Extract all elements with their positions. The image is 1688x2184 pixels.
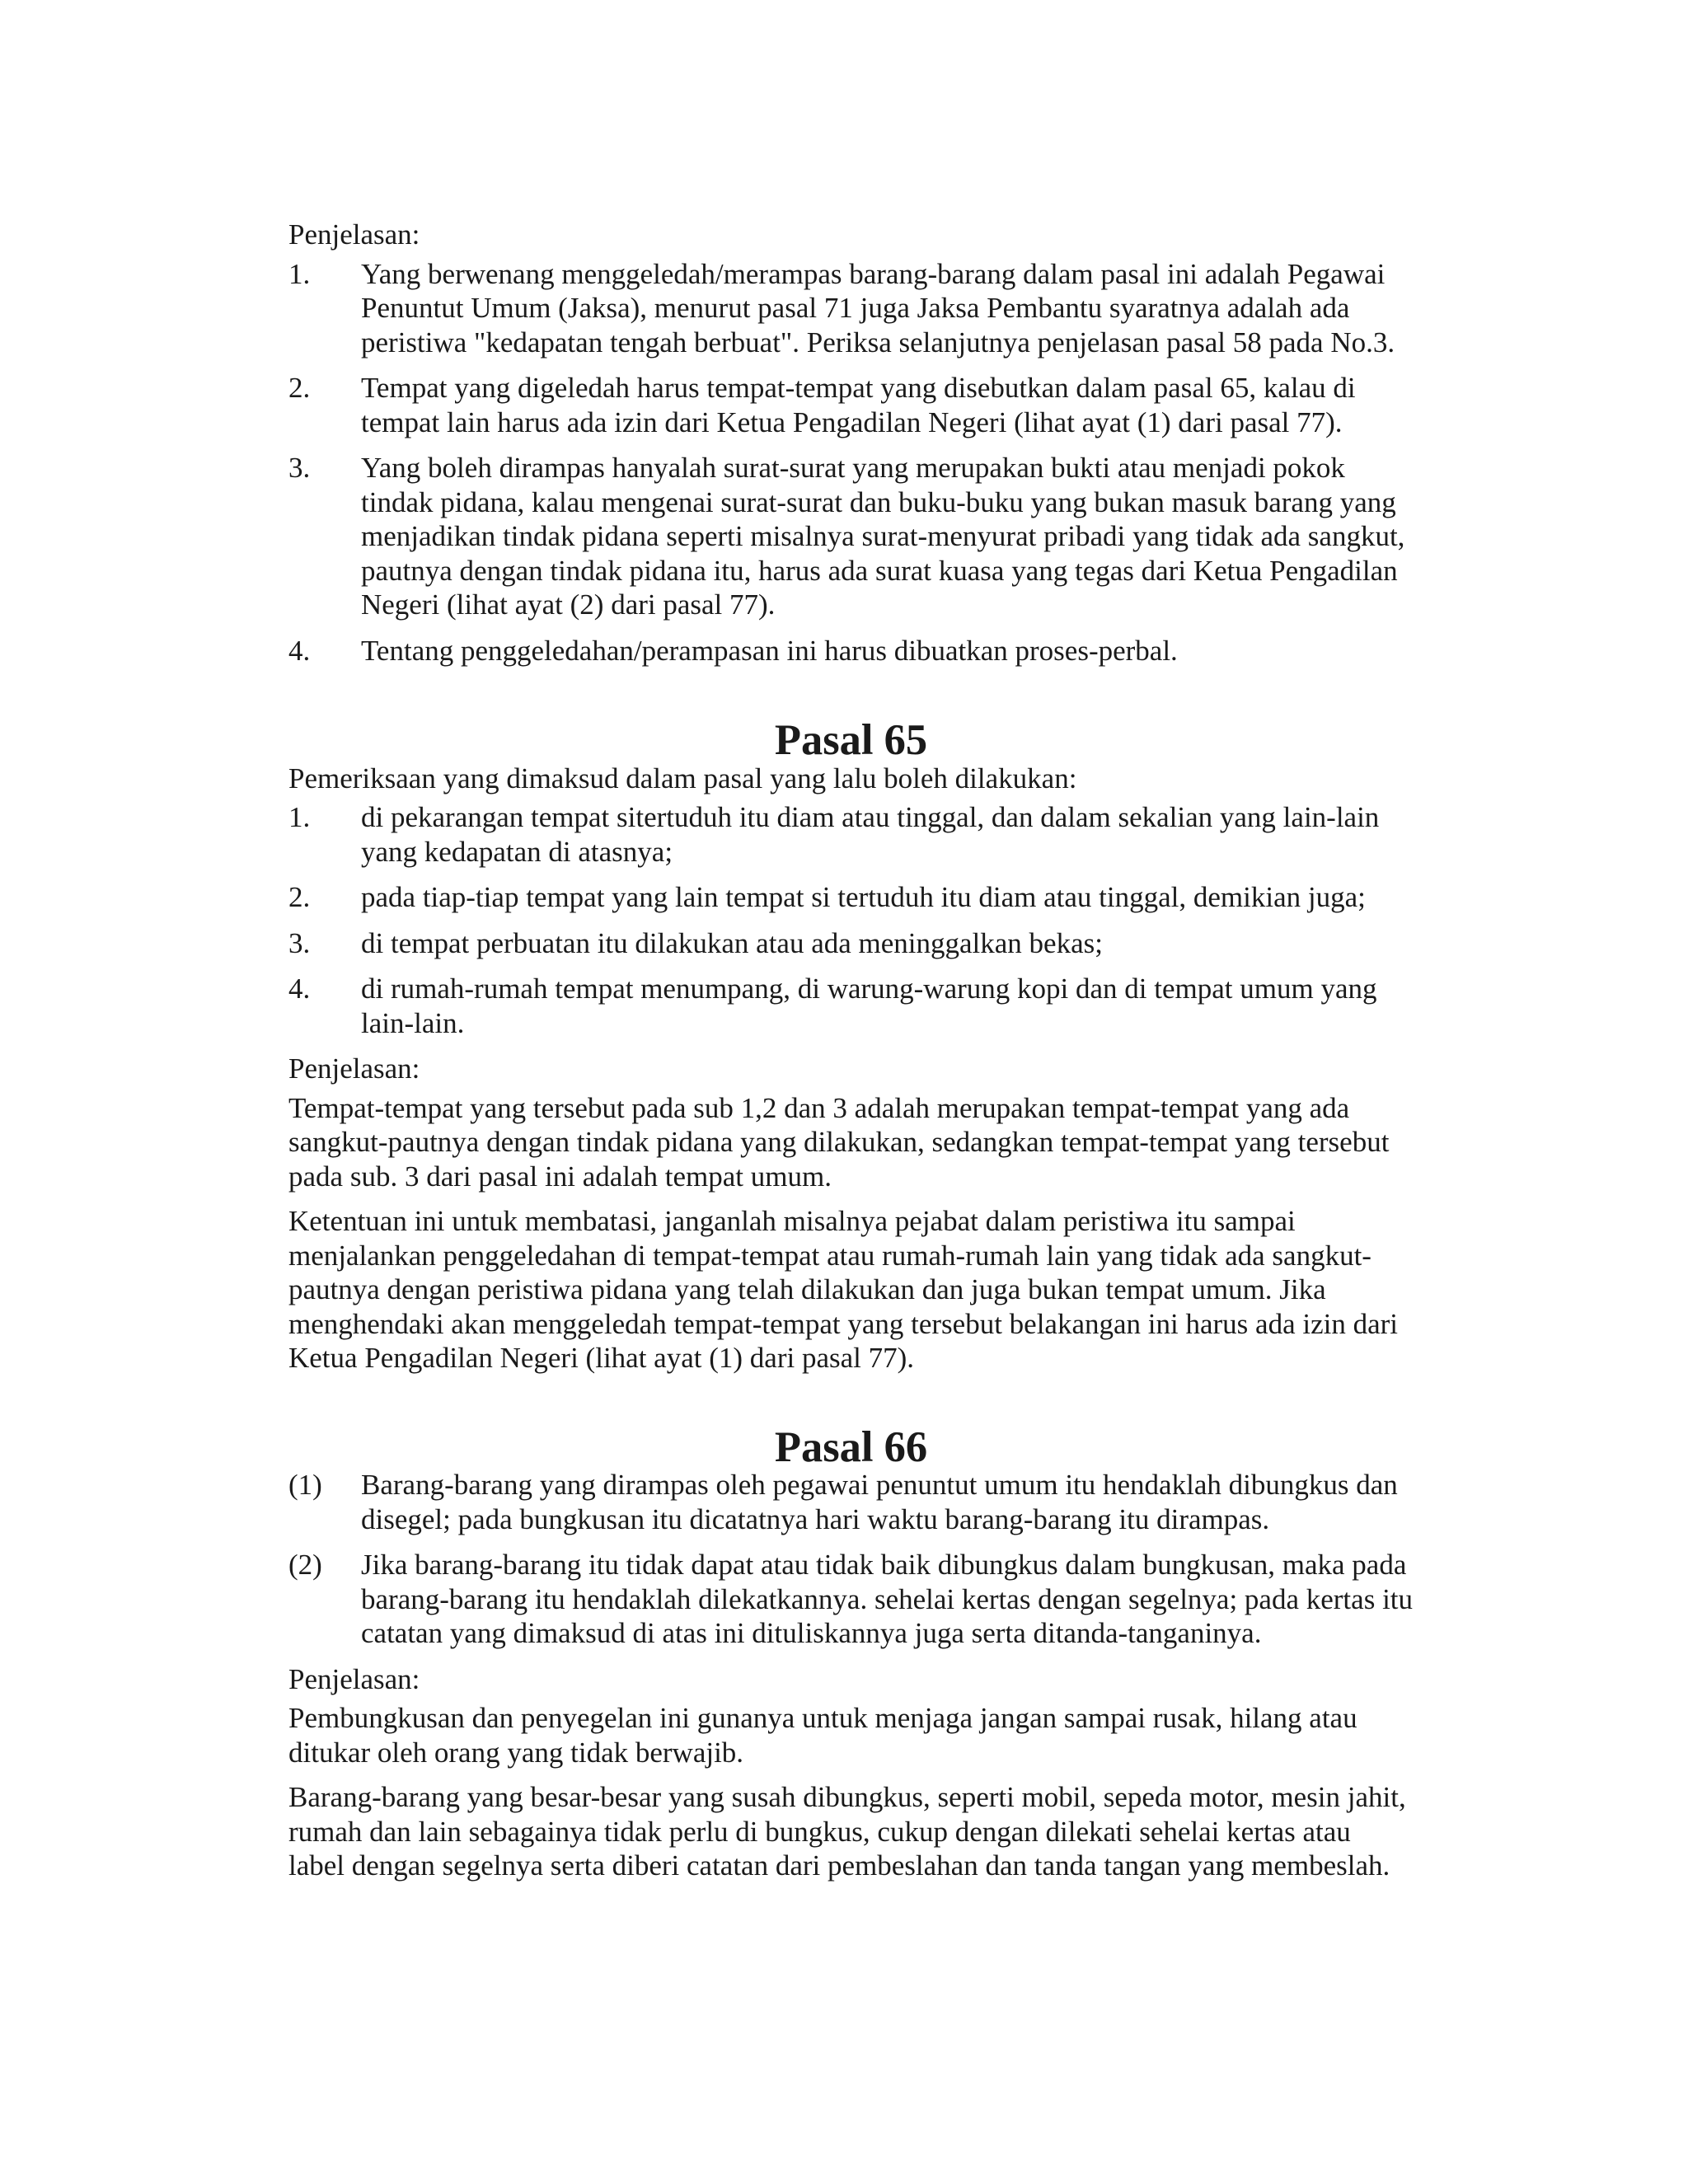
list-item xyxy=(288,800,1414,869)
explanation-paragraph: Tempat-tempat yang tersebut pada sub 1,2 dan 3 adalah merupakan tempat-tempat yang ada sangkut-pautnya dengan tindak pidana yang dilakukan, sedangkan tempat-tempat yang tersebut pada sub. 3 dari pasal ini adalah tempat umum. xyxy=(288,1091,1390,1193)
list-item-number: (1) xyxy=(288,1469,322,1501)
explanation-section-pasal-64 xyxy=(288,218,1414,668)
list-item-text: pada tiap-tiap tempat yang lain tempat si tertuduh itu diam atau tinggal, demikian juga; xyxy=(361,881,1366,913)
list-item-number: 3. xyxy=(288,452,311,484)
list-item-number: 4. xyxy=(288,634,311,667)
list-item xyxy=(288,1468,1414,1536)
explanation-label: Penjelasan: xyxy=(288,1662,420,1695)
list-item xyxy=(288,926,1414,961)
list-item xyxy=(288,1548,1414,1651)
explanation-paragraph: Ketentuan ini untuk membatasi, janganlah misalnya pejabat dalam peristiwa itu sampai menjalankan penggeledahan di tempat-tempat atau rumah-rumah lain yang tidak ada sangkut-pautnya dengan peristiwa pidana yang telah dilakukan dan juga bukan tempat umum. Jika menghendaki akan menggeledah tempat-tempat yang tersebut belakangan ini harus ada izin dari Ketua Pengadilan Negeri (lihat ayat (1) dari pasal 77). xyxy=(288,1205,1399,1374)
list-item-number: 1. xyxy=(288,801,311,833)
article-intro: Pemeriksaan yang dimaksud dalam pasal yang lalu boleh dilakukan: xyxy=(288,762,1077,794)
article-heading: Pasal 66 xyxy=(774,1422,928,1471)
explanation-label: Penjelasan: xyxy=(288,218,420,251)
list-item-text: Tentang penggeledahan/perampasan ini harus dibuatkan proses-perbal. xyxy=(361,634,1178,667)
list-item-number: 4. xyxy=(288,972,311,1005)
article-heading: Pasal 65 xyxy=(774,716,928,764)
article-pasal-65 xyxy=(288,716,1414,1376)
list-item xyxy=(288,371,1414,439)
list-item xyxy=(288,972,1414,1040)
list-item xyxy=(288,634,1414,668)
list-item-number: 3. xyxy=(288,926,311,959)
list-item-number: 2. xyxy=(288,372,311,404)
list-item-number: 1. xyxy=(288,257,311,290)
list-item-number: (2) xyxy=(288,1549,322,1581)
list-item-text: di pekarangan tempat sitertuduh itu diam atau tinggal, dan dalam sekalian yang lain-lain yang kedapatan di atasnya; xyxy=(361,801,1380,868)
list-item xyxy=(288,257,1414,360)
list-item-text: Yang boleh dirampas hanyalah surat-surat yang merupakan bukti atau menjadi pokok tindak pidana, kalau mengenai surat-surat dan buku-buku yang bukan masuk barang yang menjadikan tindak pidana seperti misalnya surat-menyurat pribadi yang tidak ada sangkut, pautnya dengan tindak pidana itu, harus ada surat kuasa yang tegas dari Ketua Pengadilan Negeri (lihat ayat (2) dari pasal 77). xyxy=(361,452,1405,621)
list-item-text: Barang-barang yang dirampas oleh pegawai penuntut umum itu hendaklah dibungkus dan disegel; pada bungkusan itu dicatatnya hari waktu barang-barang itu dirampas. xyxy=(361,1469,1398,1535)
list-item xyxy=(288,880,1414,915)
list-item-number: 2. xyxy=(288,881,311,913)
list-item xyxy=(288,451,1414,622)
explanation-label: Penjelasan: xyxy=(288,1052,420,1085)
list-item-text: Yang berwenang menggeledah/merampas barang-barang dalam pasal ini adalah Pegawai Penuntut Umum (Jaksa), menurut pasal 71 juga Jaksa Pembantu syaratnya adalah ada peristiwa "kedapatan tengah berbuat". Periksa selanjutnya penjelasan pasal 58 pada No.3. xyxy=(361,257,1395,359)
article-list xyxy=(288,1468,1414,1651)
list-item-text: di rumah-rumah tempat menumpang, di warung-warung kopi dan di tempat umum yang lain-lain. xyxy=(361,972,1377,1039)
list-item-text: Jika barang-barang itu tidak dapat atau tidak baik dibungkus dalam bungkusan, maka pada barang-barang itu hendaklah dilekatkannya. sehelai kertas dengan segelnya; pada kertas itu catatan yang dimaksud di atas ini dituliskannya juga serta ditanda-tanganinya. xyxy=(361,1549,1414,1649)
explanation-paragraph: Pembungkusan dan penyegelan ini gunanya untuk menjaga jangan sampai rusak, hilang atau ditukar oleh orang yang tidak berwajib. xyxy=(288,1702,1357,1769)
list-item-text: di tempat perbuatan itu dilakukan atau ada meninggalkan bekas; xyxy=(361,926,1103,959)
explanation-list xyxy=(288,257,1414,668)
list-item-text: Tempat yang digeledah harus tempat-tempat yang disebutkan dalam pasal 65, kalau di tempat lain harus ada izin dari Ketua Pengadilan Negeri (lihat ayat (1) dari pasal 77). xyxy=(361,372,1356,438)
article-list xyxy=(288,800,1414,1040)
document-page xyxy=(288,218,1414,1894)
article-pasal-66 xyxy=(288,1422,1414,1883)
explanation-paragraph: Barang-barang yang besar-besar yang susah dibungkus, seperti mobil, sepeda motor, mesin jahit, rumah dan lain sebagainya tidak perlu di bungkus, cukup dengan dilekati sehelai kertas atau label dengan segelnya serta diberi catatan dari pembeslahan dan tanda tangan yang membeslah. xyxy=(288,1781,1406,1882)
